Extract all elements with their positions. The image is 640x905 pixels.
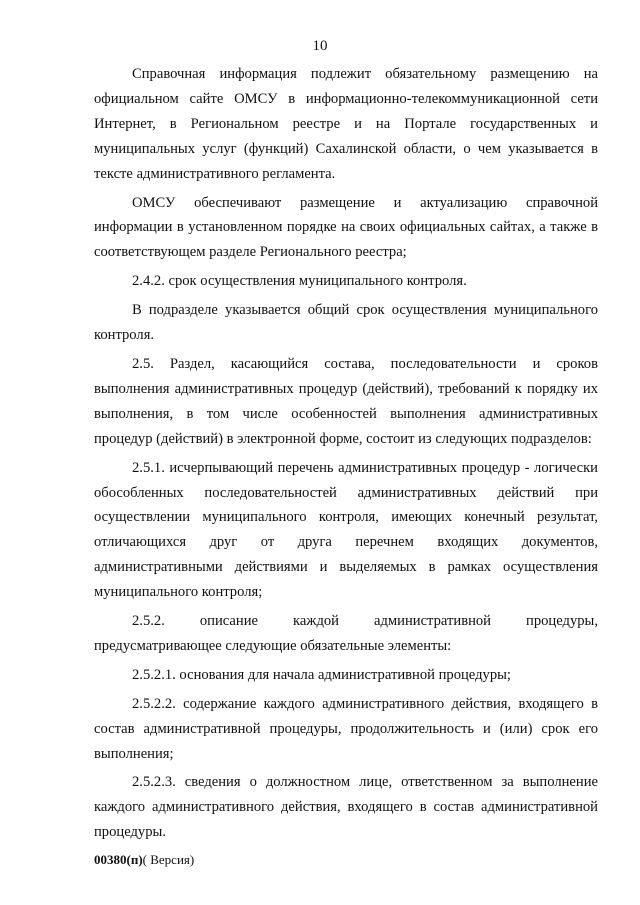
paragraph: 2.5.2.1. основания для начала административной процедуры; <box>132 666 511 683</box>
paragraph: 2.5.2.3. сведения о должностном лице, ответственном за выполнение каждого административного действия, входящего в состав административной процедуры. <box>94 774 598 841</box>
paragraph: ОМСУ обеспечивают размещение и актуализацию справочной информации в установленном порядке на своих официальных сайтах, а также в соответствующем разделе Регионального реестра; <box>94 194 598 261</box>
paragraph: 2.5.2.2. содержание каждого административного действия, входящего в состав административной процедуры, продолжительность и (или) срок его выполнения; <box>94 695 598 762</box>
paragraph: В подразделе указывается общий срок осуществления муниципального контроля. <box>94 302 598 344</box>
document-code: 00380(п) <box>94 852 143 867</box>
paragraph: 2.5.1. исчерпывающий перечень административных процедур - логически обособленных последовательностей административных действий при осуществлении муниципального контроля, имеющих конечный результат, отличающихся друг от друга перечнем входящих документов, административными действиями и выделяемых в рамках осуществления муниципального контроля; <box>94 459 598 601</box>
paragraph: Справочная информация подлежит обязательному размещению на официальном сайте ОМСУ в информационно-телекоммуникационной сети Интернет, в Региональном реестре и на Портале государственных и муниципальных услуг (функций) Сахалинской области, о чем указывается в тексте административного регламента. <box>94 66 598 182</box>
document-version: ( Версия) <box>142 852 195 867</box>
paragraph: 2.5.2. описание каждой административной процедуры, предусматривающее следующие обязательные элементы: <box>94 613 598 654</box>
document-footer <box>94 852 194 868</box>
paragraph: 2.4.2. срок осуществления муниципального контроля. <box>132 273 467 290</box>
paragraph: 2.5. Раздел, касающийся состава, последовательности и сроков выполнения административных процедур (действий), требований к порядку их выполнения, в том числе особенностей выполнения административных процедур (действий) в электронной форме, состоит из следующих подразделов: <box>94 355 598 447</box>
page-number: 10 <box>312 38 328 54</box>
document-body <box>94 62 598 849</box>
